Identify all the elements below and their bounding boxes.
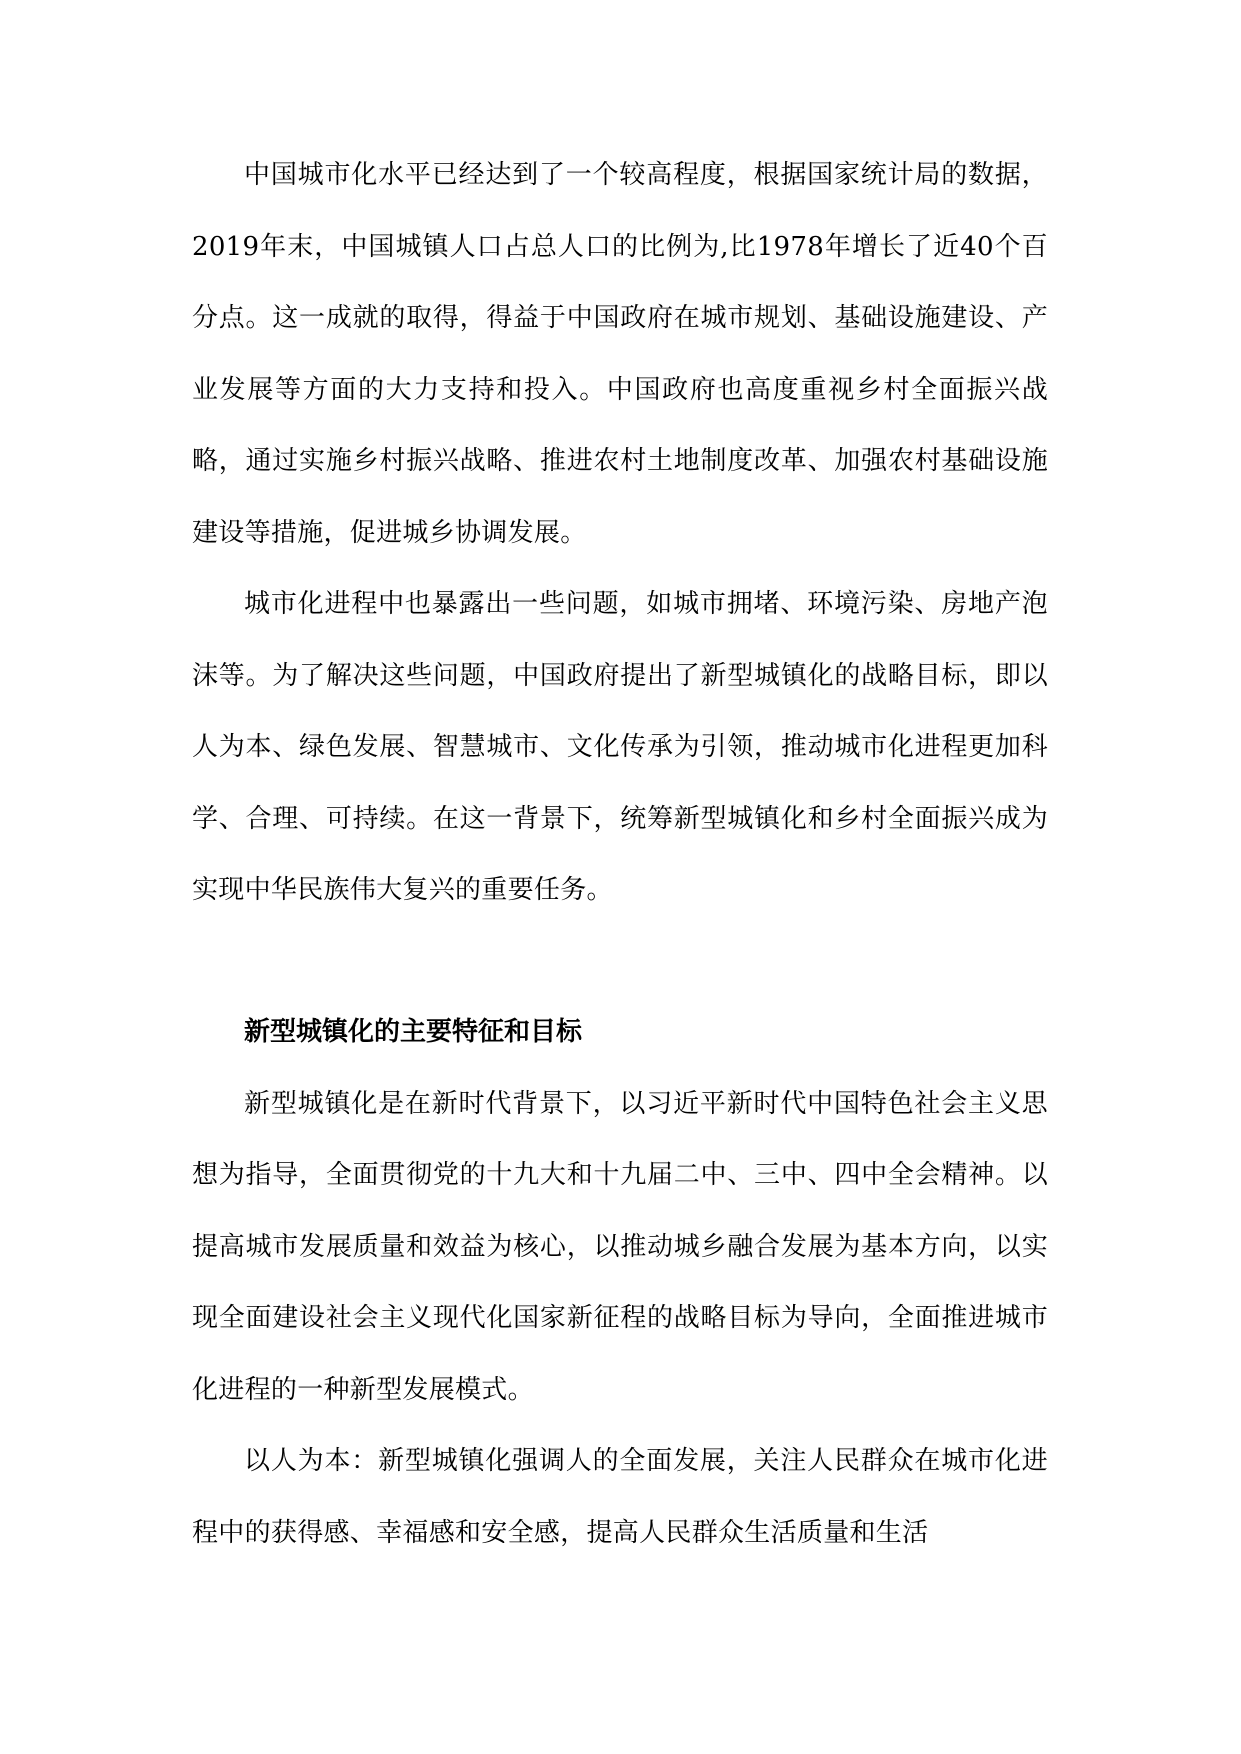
paragraph-urbanization-problems: 城市化进程中也暴露出一些问题，如城市拥堵、环境污染、房地产泡沫等。为了解决这些问题，中国政府提出了新型城镇化的战略目标，即以人为本、绿色发展、智慧城市、文化传承为引领，推动城市化进程更加科学、合理、可持续。在这一背景下，统筹新型城镇化和乡村全面振兴成为实现中华民族伟大复兴的重要任务。 [192,589,1048,905]
paragraph-urbanization-level: 中国城市化水平已经达到了一个较高程度，根据国家统计局的数据，2019年末，中国城镇人口占总人口的比例为,比1978年增长了近40个百分点。这一成就的取得，得益于中国政府在城市规划、基础设施建设、产业发展等方面的大力支持和投入。中国政府也高度重视乡村全面振兴战略，通过实施乡村振兴战略、推进农村土地制度改革、加强农村基础设施建设等措施，促进城乡协调发展。 [192,160,1048,548]
section-heading: 新型城镇化的主要特征和目标 [244,1017,583,1047]
paragraph-people-oriented: 以人为本：新型城镇化强调人的全面发展，关注人民群众在城市化进程中的获得感、幸福感和安全感，提高人民群众生活质量和生活 [192,1446,1048,1548]
paragraph-new-urbanization-definition: 新型城镇化是在新时代背景下，以习近平新时代中国特色社会主义思想为指导，全面贯彻党的十九大和十九届二中、三中、四中全会精神。以提高城市发展质量和效益为核心，以推动城乡融合发展为基本方向，以实现全面建设社会主义现代化国家新征程的战略目标为导向，全面推进城市化进程的一种新型发展模式。 [192,1088,1048,1405]
document-body [192,140,1048,1569]
